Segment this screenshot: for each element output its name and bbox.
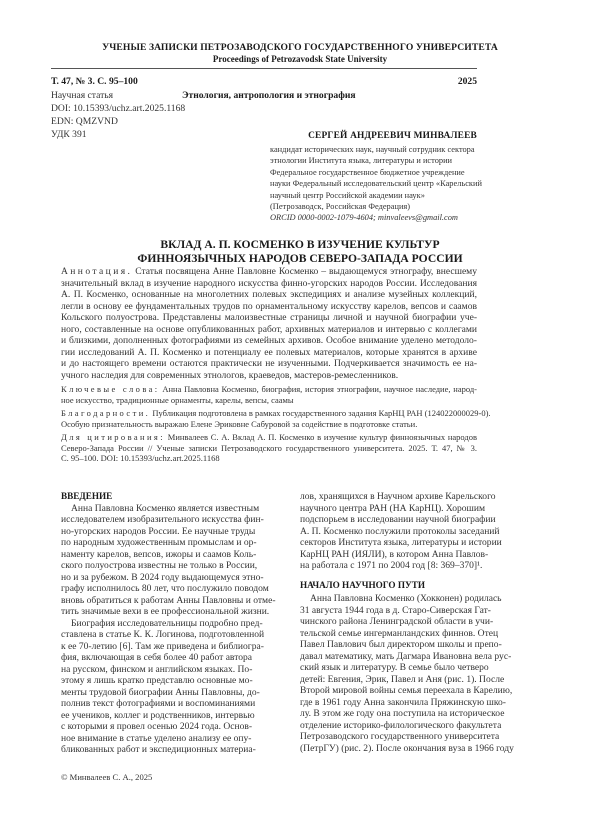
abstract-label: Аннотация. xyxy=(61,266,133,277)
text-line: КарНЦ РАН (ИЯЛИ), в котором Анна Павлов- xyxy=(300,548,489,560)
citation xyxy=(61,432,477,464)
text-line: менты трудовой биографии Анны Павловны, до- xyxy=(61,686,260,698)
text-line: детей: Евгения, Эрик, Павел и Аня (рис. 1). После xyxy=(300,673,505,685)
keywords-line: ное искусство, традиционные орнаменты, карелы, вепсы, саамы xyxy=(61,394,294,405)
affiliation-line: кандидат исторических наук, научный сотрудник сектора xyxy=(270,145,475,154)
abstract-line: и до настоящего времени остаются практически не изученными. Подчеркивается значимость ее на- xyxy=(61,358,477,370)
journal-section: Этнология, антропология и этнография xyxy=(182,90,356,101)
text-line: тить значимые вехи в ее профессиональной жизни. xyxy=(61,606,270,617)
article-title xyxy=(0,238,600,266)
author-name: СЕРГЕЙ АНДРЕЕВИЧ МИНВАЛЕЕВ xyxy=(308,131,477,141)
citation-label: Для цитирования: xyxy=(61,432,166,443)
text-line: подспорьем в исследовании научной биографии xyxy=(300,514,496,525)
title-line: ВКЛАД А. П. КОСМЕНКО В ИЗУЧЕНИЕ КУЛЬТУР xyxy=(160,238,440,251)
text-line: по народным художественным промыслам и ор- xyxy=(61,537,257,548)
text-line: но и за рубежом. В 2024 году выдающемуся этно- xyxy=(61,571,264,583)
keywords xyxy=(61,384,477,405)
abstract-line: Кольского полуострова. Представлены малоизвестные страницы личной и научной биографии уче- xyxy=(61,312,477,324)
text-line: А. П. Косменко послужили протоколы заседаний xyxy=(300,525,500,537)
text-line: фия, включающая в себя более 40 работ автора xyxy=(61,652,253,663)
text-line: 31 августа 1944 года в д. Старо-Сиверская Гат- xyxy=(300,604,491,616)
author-affiliation xyxy=(270,144,482,224)
section-heading-introduction: ВВЕДЕНИЕ xyxy=(61,491,113,501)
keywords-label: Ключевые слова: xyxy=(61,384,160,395)
edn: EDN: QMZVND xyxy=(51,116,118,127)
citation-line: С. 95–100. DOI: 10.15393/uchz.art.2025.1168 xyxy=(61,453,220,464)
citation-line: Северо-Запада России // Ученые записки Петрозаводского государственного университета. 2025. Т. 47, № 3. xyxy=(61,442,477,453)
publication-year: 2025 xyxy=(457,76,477,87)
abstract-line: и близкими, дополненных фотографиями из семейных архивов. Особое внимание уделено методоло- xyxy=(61,335,477,347)
text-line: лу. В этом же году она поступила на историческое xyxy=(300,708,505,719)
text-line: лов, хранящихся в Научном архиве Карельского xyxy=(300,491,496,502)
text-line: ное внимание в статье уделено анализу ее опу- xyxy=(61,732,252,744)
acknowledgements-label: Благодарности. xyxy=(61,408,151,419)
acknowledgements-line: Особую признательность выражаю Елене Эриковне Сабуровой за содействие в подготовке статьи. xyxy=(61,418,418,429)
section-heading-early-career: НАЧАЛО НАУЧНОГО ПУТИ xyxy=(300,579,426,590)
article-type: Научная статья xyxy=(51,90,114,101)
affiliation-line: Федеральное государственное бюджетное учреждение xyxy=(270,167,465,177)
text-line: к ее 70-летию [6]. Там же приведена и библиогра- xyxy=(61,640,264,652)
paragraph-lines xyxy=(61,502,276,756)
copyright-notice: © Минвалеев С. А., 2025 xyxy=(61,772,153,782)
paragraph-lines xyxy=(300,593,514,754)
text-line: но-угорских народов России. Ее научные труды xyxy=(61,525,256,537)
text-line: секторов Института языка, литературы и истории xyxy=(300,537,502,548)
text-line: Второй мировой войны семья переехала в Карелию, xyxy=(300,685,513,696)
text-line: где в 1961 году Анна закончила Пряжинскую шко- xyxy=(300,696,506,708)
text-line: ее учеников, коллег и родственников, интервью xyxy=(61,709,255,721)
text-line: отделение историко-филологического факультета xyxy=(300,719,502,731)
affiliation-line: научный центр Российской академии наук» xyxy=(270,190,425,200)
paragraph-lines xyxy=(300,491,502,572)
keywords-line: Анна Павловна Косменко, биография, история этнографии, научное наследие, народ- xyxy=(162,384,478,395)
text-line: с которыми я провел осенью 2024 года. Основ- xyxy=(61,721,253,732)
doi[interactable]: DOI: 10.15393/uchz.art.2025.1168 xyxy=(51,103,186,114)
abstract-line: Статья посвящена Анне Павловне Косменко – выдающемуся этнографу, внесшему xyxy=(135,266,477,277)
text-line: Анна Павловна Косменко является известным xyxy=(71,502,260,514)
text-line: бликованных работ и экспедиционных материа- xyxy=(61,744,256,755)
text-line: ский язык и литературу. В семье было четверо xyxy=(300,662,489,673)
affiliation-line: (Петрозаводск, Российская Федерация) xyxy=(270,202,411,212)
text-line: исследователем изобразительного искусства фин- xyxy=(61,514,264,525)
text-line: чинского района Ленинградской области в учи- xyxy=(300,616,494,627)
abstract-line: гии исследований А. П. Косменко и потенциалу ее полевых материалов, которые хранятся в архиве xyxy=(61,346,477,358)
text-line: наменту карелов, вепсов, ижоры и саамов Коль- xyxy=(61,548,257,560)
journal-title-ru: УЧЕНЫЕ ЗАПИСКИ ПЕТРОЗАВОДСКОГО ГОСУДАРСТВЕННОГО УНИВЕРСИТЕТА xyxy=(102,42,498,53)
affiliation-line: этнологии Института языка, литературы и истории xyxy=(270,156,453,166)
text-line: тельской семье ингерманландских финнов. Отец xyxy=(300,627,499,639)
abstract-line: учного наследия для современных этнологов, краеведов, мастеров-ремесленников. xyxy=(61,369,399,381)
volume-issue-pages: Т. 47, № 3. С. 95–100 xyxy=(51,76,138,87)
text-line: Биография исследовательницы подробно пред- xyxy=(71,617,263,629)
text-line: графу исполнилось 80 лет, что послужило поводом xyxy=(61,583,269,594)
acknowledgements xyxy=(61,408,491,429)
text-line: ставлена в статье К. К. Логинова, подготовленной xyxy=(61,629,265,640)
affiliation-line: науки Федеральный исследовательский центр «Карельский xyxy=(270,179,482,189)
abstract-line: А. П. Косменко, основанные на многолетних полевых экспедициях и анализе музейных коллекций, xyxy=(61,289,477,301)
text-line: Анна Павловна Косменко (Хокконен) родилась xyxy=(310,593,502,604)
abstract xyxy=(61,266,477,381)
front-matter xyxy=(61,266,491,464)
header-divider xyxy=(51,68,477,69)
journal-title-en: Proceedings of Petrozavodsk State University xyxy=(212,54,388,64)
abstract-line: ного, составленные на основе опубликованных работ, архивных материалов и интервью с коллегами xyxy=(61,323,477,335)
text-line: этому я лишь кратко представлю основные мо- xyxy=(61,675,253,686)
abstract-line: легли в основу ее фундаментальных трудов по орнаментальному искусству карелов, вепсов и саамов xyxy=(61,300,477,312)
body-column-left xyxy=(61,491,276,756)
text-line: на работала с 1971 по 2004 год [8: 369–370]¹. xyxy=(300,560,483,571)
udk: УДК 391 xyxy=(51,129,87,140)
text-line: давал математику, мать Дагмара Ивановна вела рус- xyxy=(300,650,512,662)
text-line: Петрозаводского государственного университета xyxy=(300,731,500,742)
citation-line: Минвалеев С. А. Вклад А. П. Косменко в изучение культур финноязычных народов xyxy=(167,432,478,443)
acknowledgements-line: Публикация подготовлена в рамках государственного задания КарНЦ РАН (124022000029-0). xyxy=(152,408,491,419)
text-line: на русском, финском и английском языках. По- xyxy=(61,663,253,675)
text-line: ского полуострова известны не только в России, xyxy=(61,560,258,571)
abstract-line: значительный вклад в изучение народного искусства финно-угорских народов России. Исследования xyxy=(61,277,477,289)
text-line: полнив текст фотографиями и воспоминаниями xyxy=(61,698,256,709)
text-line: вновь обратиться к работам Анны Павловны и отме- xyxy=(61,594,276,606)
text-line: Павел Павлович был директором школы и препо- xyxy=(300,639,502,650)
text-line: научного центра РАН (НА КарНЦ). Хорошим xyxy=(300,502,486,514)
text-line: (ПетрГУ) (рис. 2). После окончания вуза в 1966 году xyxy=(300,742,514,754)
title-line: ФИННОЯЗЫЧНЫХ НАРОДОВ СЕВЕРО-ЗАПАДА РОССИИ xyxy=(137,252,463,265)
orcid-email[interactable]: ORCID 0000-0002-1079-4604; minvaleevs@gmail.com xyxy=(270,213,458,223)
body-column-right xyxy=(300,491,514,754)
